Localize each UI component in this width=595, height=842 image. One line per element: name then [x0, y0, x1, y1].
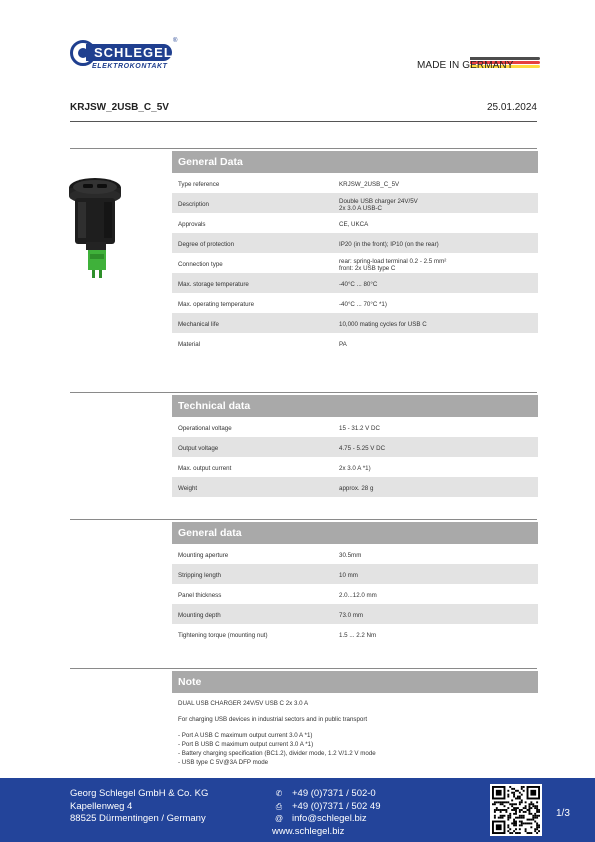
spec-value-line: 10 mm: [339, 572, 358, 579]
note-paragraph: [178, 715, 376, 724]
company-logo: [70, 36, 182, 74]
spec-value-line: 2x 3.0 A USB-C: [339, 205, 382, 212]
spec-label: Weight: [178, 485, 198, 492]
spec-row: [172, 273, 538, 293]
spec-row: [172, 293, 538, 313]
spec-value-line: front: 2x USB type C: [339, 265, 396, 272]
city: 88525 Dürmentingen / Germany: [70, 813, 206, 824]
document-date: 25.01.2024: [486, 102, 537, 113]
spec-value-line: Double USB charger 24V/5V: [339, 198, 418, 205]
spec-label: Stripping length: [178, 572, 221, 579]
spec-label: Operational voltage: [178, 425, 232, 432]
spec-value-line: 15 - 31.2 V DC: [339, 425, 380, 432]
street: Kapellenweg 4: [70, 800, 133, 812]
spec-value-line: rear: spring-load terminal 0.2 - 2.5 mm²: [339, 258, 447, 265]
spec-value-line: 1.5 ... 2.2 Nm: [339, 632, 377, 639]
at-icon: @: [274, 814, 284, 823]
made-in-label: MADE IN GERMANY: [417, 60, 514, 71]
note-line: For charging USB devices in industrial sectors and in public transport: [178, 716, 368, 723]
spec-value-line: -40°C ... 70°C *1): [339, 301, 387, 308]
spec-row: [172, 624, 538, 644]
logo-subtitle: ELEKTROKONTAKT: [92, 63, 168, 70]
spec-row: [172, 604, 538, 624]
fax-number: +49 (0)7371 / 502 49: [292, 800, 381, 812]
section-header: General data: [172, 522, 538, 544]
spec-value: [339, 592, 534, 599]
contact-info: [272, 788, 380, 838]
note-line: - Port A USB C maximum output current 3.0 A *1): [178, 732, 313, 739]
spec-value-line: 30.5mm: [339, 552, 362, 559]
spec-label: Max. operating temperature: [178, 301, 255, 308]
spec-value: [339, 281, 534, 288]
spec-value: [339, 445, 534, 452]
spec-label: Material: [178, 341, 201, 348]
spec-row: [172, 213, 538, 233]
document-title: KRJSW_2USB_C_5V: [70, 102, 169, 113]
spec-row: [172, 173, 538, 193]
spec-value: [339, 341, 534, 348]
spec-row: [172, 477, 538, 497]
spec-label: Max. output current: [178, 465, 232, 472]
footer: [0, 778, 595, 842]
spec-row: [172, 544, 538, 564]
spec-value: [339, 552, 534, 559]
header-divider: [70, 121, 537, 122]
spec-label: Output voltage: [178, 445, 219, 452]
spec-value-line: CE, UKCA: [339, 221, 369, 228]
spec-row: [172, 457, 538, 477]
spec-row: [172, 193, 538, 213]
spec-value: [339, 465, 534, 472]
email-link[interactable]: info@schlegel.biz: [292, 813, 367, 824]
note-line: - Port B USB C maximum output current 3.0 A *1): [178, 741, 314, 748]
spec-value-line: -40°C ... 80°C: [339, 281, 378, 288]
spec-value: [339, 485, 534, 492]
note-line: - Battery charging specification (BC1.2), divider mode, 1.2 V/1.2 V mode: [178, 750, 376, 757]
section-divider: [70, 148, 537, 149]
spec-row: [172, 417, 538, 437]
spec-label: Tightening torque (mounting nut): [178, 632, 268, 639]
note-paragraph: [178, 731, 376, 767]
fax-icon: ⎙: [275, 801, 283, 811]
spec-label: Type reference: [178, 181, 220, 188]
spec-value-line: approx. 28 g: [339, 485, 374, 492]
spec-value-line: 2.0...12.0 mm: [339, 592, 377, 599]
spec-value-line: 2x 3.0 A *1): [339, 465, 371, 472]
spec-label: Connection type: [178, 261, 223, 268]
spec-value: [339, 572, 534, 579]
product-image: [66, 176, 124, 284]
spec-row: [172, 437, 538, 457]
spec-value-line: IP20 (in the front); IP10 (on the rear): [339, 241, 439, 248]
note-line: - USB type C 5V@3A DFP mode: [178, 759, 269, 766]
section-divider: [70, 392, 537, 393]
phone-icon: ✆: [275, 789, 283, 798]
spec-value: [339, 181, 534, 188]
spec-value-line: KRJSW_2USB_C_5V: [339, 181, 400, 188]
spec-value: [339, 612, 534, 619]
spec-row: [172, 313, 538, 333]
company-name: Georg Schlegel GmbH & Co. KG: [70, 788, 209, 799]
qr-code[interactable]: [490, 784, 542, 836]
spec-label: Approvals: [178, 221, 206, 228]
note-body: [178, 699, 376, 774]
spec-row: [172, 564, 538, 584]
note-paragraph: [178, 699, 376, 708]
spec-value: [339, 198, 534, 212]
spec-value: [339, 221, 534, 228]
registered-mark: ®: [173, 38, 178, 44]
spec-value: [339, 241, 534, 248]
phone-number[interactable]: +49 (0)7371 / 502-0: [292, 788, 376, 799]
spec-value-line: 4.75 - 5.25 V DC: [339, 445, 386, 452]
section-header: Technical data: [172, 395, 538, 417]
spec-value-line: 73.0 mm: [339, 612, 364, 619]
section-divider: [70, 668, 537, 669]
spec-label: Mounting aperture: [178, 552, 229, 559]
note-line: DUAL USB CHARGER 24V/5V USB C 2x 3.0 A: [178, 700, 309, 707]
spec-label: Max. storage temperature: [178, 281, 249, 288]
spec-row: [172, 333, 538, 353]
spec-value: [339, 632, 534, 639]
spec-value: [339, 301, 534, 308]
spec-row: [172, 233, 538, 253]
note-header: Note: [172, 671, 538, 693]
spec-value-line: 10,000 mating cycles for USB C: [339, 321, 427, 328]
page-number: 1/3: [556, 808, 570, 819]
spec-label: Mounting depth: [178, 612, 221, 619]
spec-row: [172, 253, 538, 273]
spec-value: [339, 258, 534, 272]
section-divider: [70, 519, 537, 520]
section-header: General Data: [172, 151, 538, 173]
spec-label: Degree of protection: [178, 241, 235, 248]
website-link[interactable]: www.schlegel.biz: [272, 825, 345, 837]
spec-value: [339, 321, 534, 328]
spec-label: Panel thickness: [178, 592, 222, 599]
company-address: [70, 788, 208, 826]
logo-wordmark: SCHLEGEL: [86, 44, 172, 61]
spec-value: [339, 425, 534, 432]
spec-label: Description: [178, 201, 209, 208]
spec-row: [172, 584, 538, 604]
spec-label: Mechanical life: [178, 321, 219, 328]
spec-value-line: PA: [339, 341, 347, 348]
